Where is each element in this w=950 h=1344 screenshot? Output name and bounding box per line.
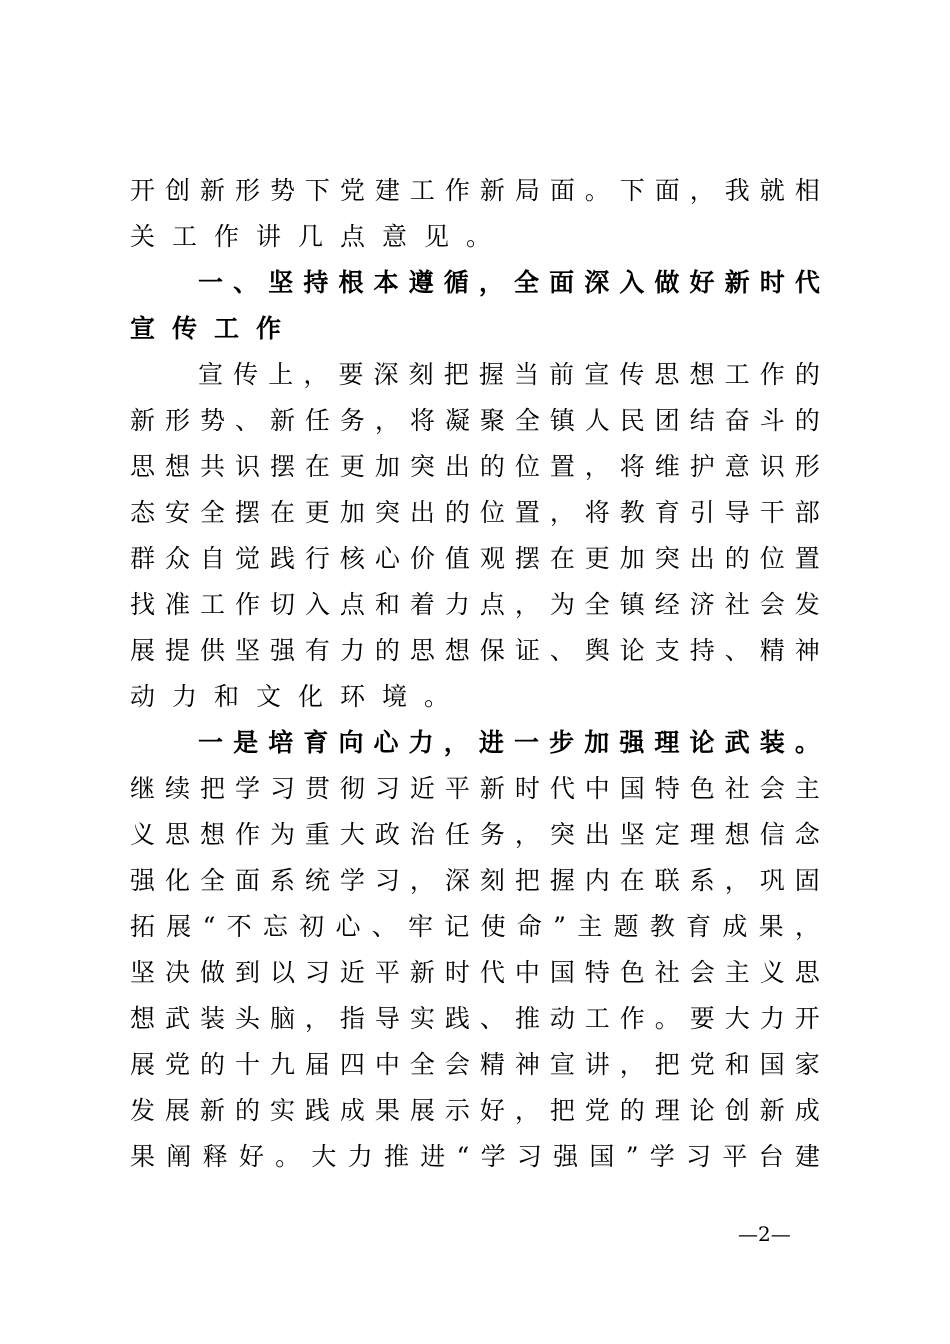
text-line-2: 关工作讲几点意见。 [130, 222, 509, 251]
text-line-12: 动力和文化环境。 [130, 682, 467, 711]
text-line-22: 果 阐 释 好 。 大 力 推 进 “ 学 习 强 国 ” 学 习 平 台 建 [130, 1142, 820, 1171]
text-line-6: 新 形 势 、 新 任 务 ， 将 凝 聚 全 镇 人 民 团 结 奋 斗 的 [130, 406, 820, 435]
text-line-16: 强 化 全 面 系 统 学 习 ， 深 刻 把 握 内 在 联 系 ， 巩 固 [130, 866, 820, 895]
page-number: —2— [738, 1222, 791, 1246]
text-line-1: 开 创 新 形 势 下 党 建 工 作 新 局 面 。 下 面 ， 我 就 相 [130, 176, 820, 205]
text-line-14: 继 续 把 学 习 贯 彻 习 近 平 新 时 代 中 国 特 色 社 会 主 [130, 774, 820, 803]
body-text [130, 168, 820, 1180]
text-line-19: 想 武 装 头 脑 ， 指 导 实 践 、 推 动 工 作 。 要 大 力 开 [130, 1004, 820, 1033]
text-line-21: 发 展 新 的 实 践 成 果 展 示 好 ， 把 党 的 理 论 创 新 成 [130, 1096, 820, 1125]
text-line-18: 坚 决 做 到 以 习 近 平 新 时 代 中 国 特 色 社 会 主 义 思 [130, 958, 820, 987]
text-line-11: 展 提 供 坚 强 有 力 的 思 想 保 证 、 舆 论 支 持 、 精 神 [130, 636, 820, 665]
text-line-8: 态 安 全 摆 在 更 加 突 出 的 位 置 ， 将 教 育 引 导 干 部 [130, 498, 820, 527]
text-line-13: 一 是 培 育 向 心 力 ， 进 一 步 加 强 理 论 武 装 。 [198, 728, 820, 757]
text-line-20: 展 党 的 十 九 届 四 中 全 会 精 神 宣 讲 ， 把 党 和 国 家 [130, 1050, 820, 1079]
text-line-10: 找 准 工 作 切 入 点 和 着 力 点 ， 为 全 镇 经 济 社 会 发 [130, 590, 820, 619]
text-line-7: 思 想 共 识 摆 在 更 加 突 出 的 位 置 ， 将 维 护 意 识 形 [130, 452, 820, 481]
text-line-3: 一 、 坚 持 根 本 遵 循 ， 全 面 深 入 做 好 新 时 代 [198, 268, 820, 297]
text-line-5: 宣 传 上 ， 要 深 刻 把 握 当 前 宣 传 思 想 工 作 的 [198, 360, 820, 389]
text-line-9: 群 众 自 觉 践 行 核 心 价 值 观 摆 在 更 加 突 出 的 位 置 [130, 544, 820, 573]
text-line-15: 义 思 想 作 为 重 大 政 治 任 务 ， 突 出 坚 定 理 想 信 念 [130, 820, 820, 849]
text-line-4: 宣传工作 [130, 314, 299, 343]
text-line-17: 拓 展 “ 不 忘 初 心 、 牢 记 使 命 ” 主 题 教 育 成 果 ， [130, 912, 820, 941]
